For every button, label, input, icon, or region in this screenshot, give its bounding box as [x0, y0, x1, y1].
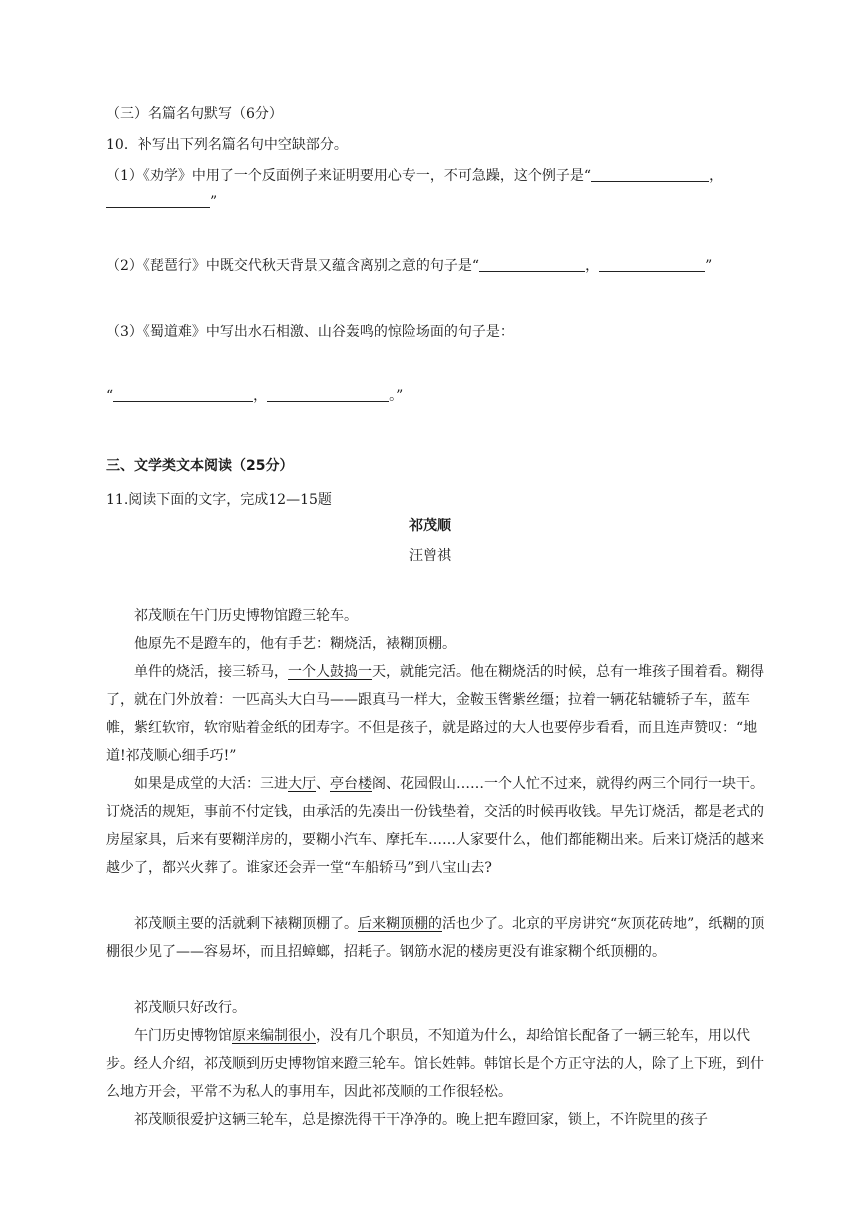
question-10-1 [106, 166, 766, 186]
punct-quote-close: ” [705, 258, 713, 274]
story-author: 汪曾祺 [409, 548, 451, 564]
punct-comma: ， [253, 388, 268, 404]
underlined-phrase: 原来编制很小 [232, 1028, 316, 1044]
punct-quote-open: “ [106, 388, 114, 404]
answer-blank[interactable] [479, 257, 585, 272]
story-paragraph-3 [106, 658, 766, 770]
question-10-2 [106, 256, 766, 276]
underlined-phrase: 亭台楼 [330, 776, 372, 792]
question-11: 11.阅读下面的文字，完成12—15题 [106, 492, 332, 508]
text-run: 、 [316, 776, 330, 792]
story-paragraph-1: 祁茂顺在午门历史博物馆蹬三轮车。 [134, 608, 358, 624]
question-10-3: （3）《蜀道难》中写出水石相激、山谷轰鸣的惊险场面的句子是： [106, 324, 514, 340]
story-paragraph-7 [106, 1022, 766, 1106]
answer-blank[interactable] [599, 257, 705, 272]
text-run: 如果是成堂的大活：三进 [134, 776, 288, 792]
underlined-phrase: 后来糊顶棚的 [358, 916, 442, 932]
underlined-phrase: 一个人鼓捣一 [288, 664, 372, 680]
punct-period-quote: 。” [389, 388, 404, 404]
punct-quote-close: ” [210, 194, 218, 210]
story-title: 祁茂顺 [409, 518, 451, 534]
question-10-2-text: （2）《琵琶行》中既交代秋天背景又蕴含离别之意的句子是“ [106, 258, 480, 274]
text-run: 单件的烧活，接三轿马， [134, 664, 288, 680]
question-10-1-text: （1）《劝学》中用了一个反面例子来证明要用心专一，不可急躁，这个例子是“ [106, 168, 592, 184]
text-run: 午门历史博物馆 [134, 1028, 232, 1044]
question-10-3-answer [106, 386, 766, 406]
underlined-phrase: 大厅 [288, 776, 316, 792]
answer-blank[interactable] [106, 193, 210, 208]
question-10: 10．补写出下列名篇名句中空缺部分。 [106, 137, 348, 153]
answer-blank[interactable] [267, 387, 389, 402]
story-paragraph-4 [106, 770, 766, 882]
text-run: 祁茂顺主要的活就剩下裱糊顶棚了。 [134, 916, 358, 932]
story-paragraph-5 [106, 910, 766, 966]
section-heading-recitation: （三）名篇名句默写（6分） [106, 106, 283, 122]
story-paragraph-8: 祁茂顺很爱护这辆三轮车，总是擦洗得干干净净的。晚上把车蹬回家，锁上，不许院里的孩子 [134, 1112, 708, 1128]
text-run: 活也少了。北京的平房讲究“灰顶花砖地”，纸糊的顶棚很少见了——容易坏，而且招蟑螂，招耗子。钢筋水泥的楼房更没有谁家糊个纸顶棚的。 [106, 916, 765, 960]
punct-comma: ， [585, 258, 600, 274]
punct-comma: ， [709, 168, 724, 184]
story-paragraph-2: 他原先不是蹬车的，他有手艺：糊烧活，裱糊顶棚。 [134, 636, 456, 652]
answer-blank[interactable] [591, 167, 709, 182]
answer-blank[interactable] [113, 387, 253, 402]
text-run: ，没有几个职员，不知道为什么，却给馆长配备了一辆三轮车，用以代步。经人介绍，祁茂顺到历史博物馆来蹬三轮车。馆长姓韩。韩馆长是个方正守法的人，除了上下班，到什么地方开会，平常不为私人的事用车，因此祁茂顺的工作很轻松。 [106, 1028, 764, 1100]
text-run: 阁、花园假山……一个人忙不过来，就得约两三个同行一块干。订烧活的规矩，事前不付定钱，由承活的先凑出一份钱垫着，交活的时候再收钱。早先订烧活，都是老式的房屋家具，后来有要糊洋房的，要糊小汽车、摩托车……人家要什么，他们都能糊出来。后来订烧活的越来越少了，都兴火葬了。谁家还会弄一堂“车船轿马”到八宝山去? [106, 776, 764, 876]
story-paragraph-6: 祁茂顺只好改行。 [134, 1000, 246, 1016]
question-10-1-cont [106, 192, 766, 212]
part-heading-literary-reading: 三、文学类文本阅读（25分） [106, 458, 294, 474]
text-run: 天，就能完活。他在糊烧活的时候，总有一堆孩子围着看。糊得了，就在门外放着：一匹高头大白马——跟真马一样大，金鞍玉辔紫丝缰；拉着一辆花轱辘轿子车，蓝车帷，紫红软帘，软帘贴着金纸的团寿字。不但是孩子，就是路过的大人也要停步看看，而且连声赞叹：“地道!祁茂顺心细手巧!” [106, 664, 764, 764]
